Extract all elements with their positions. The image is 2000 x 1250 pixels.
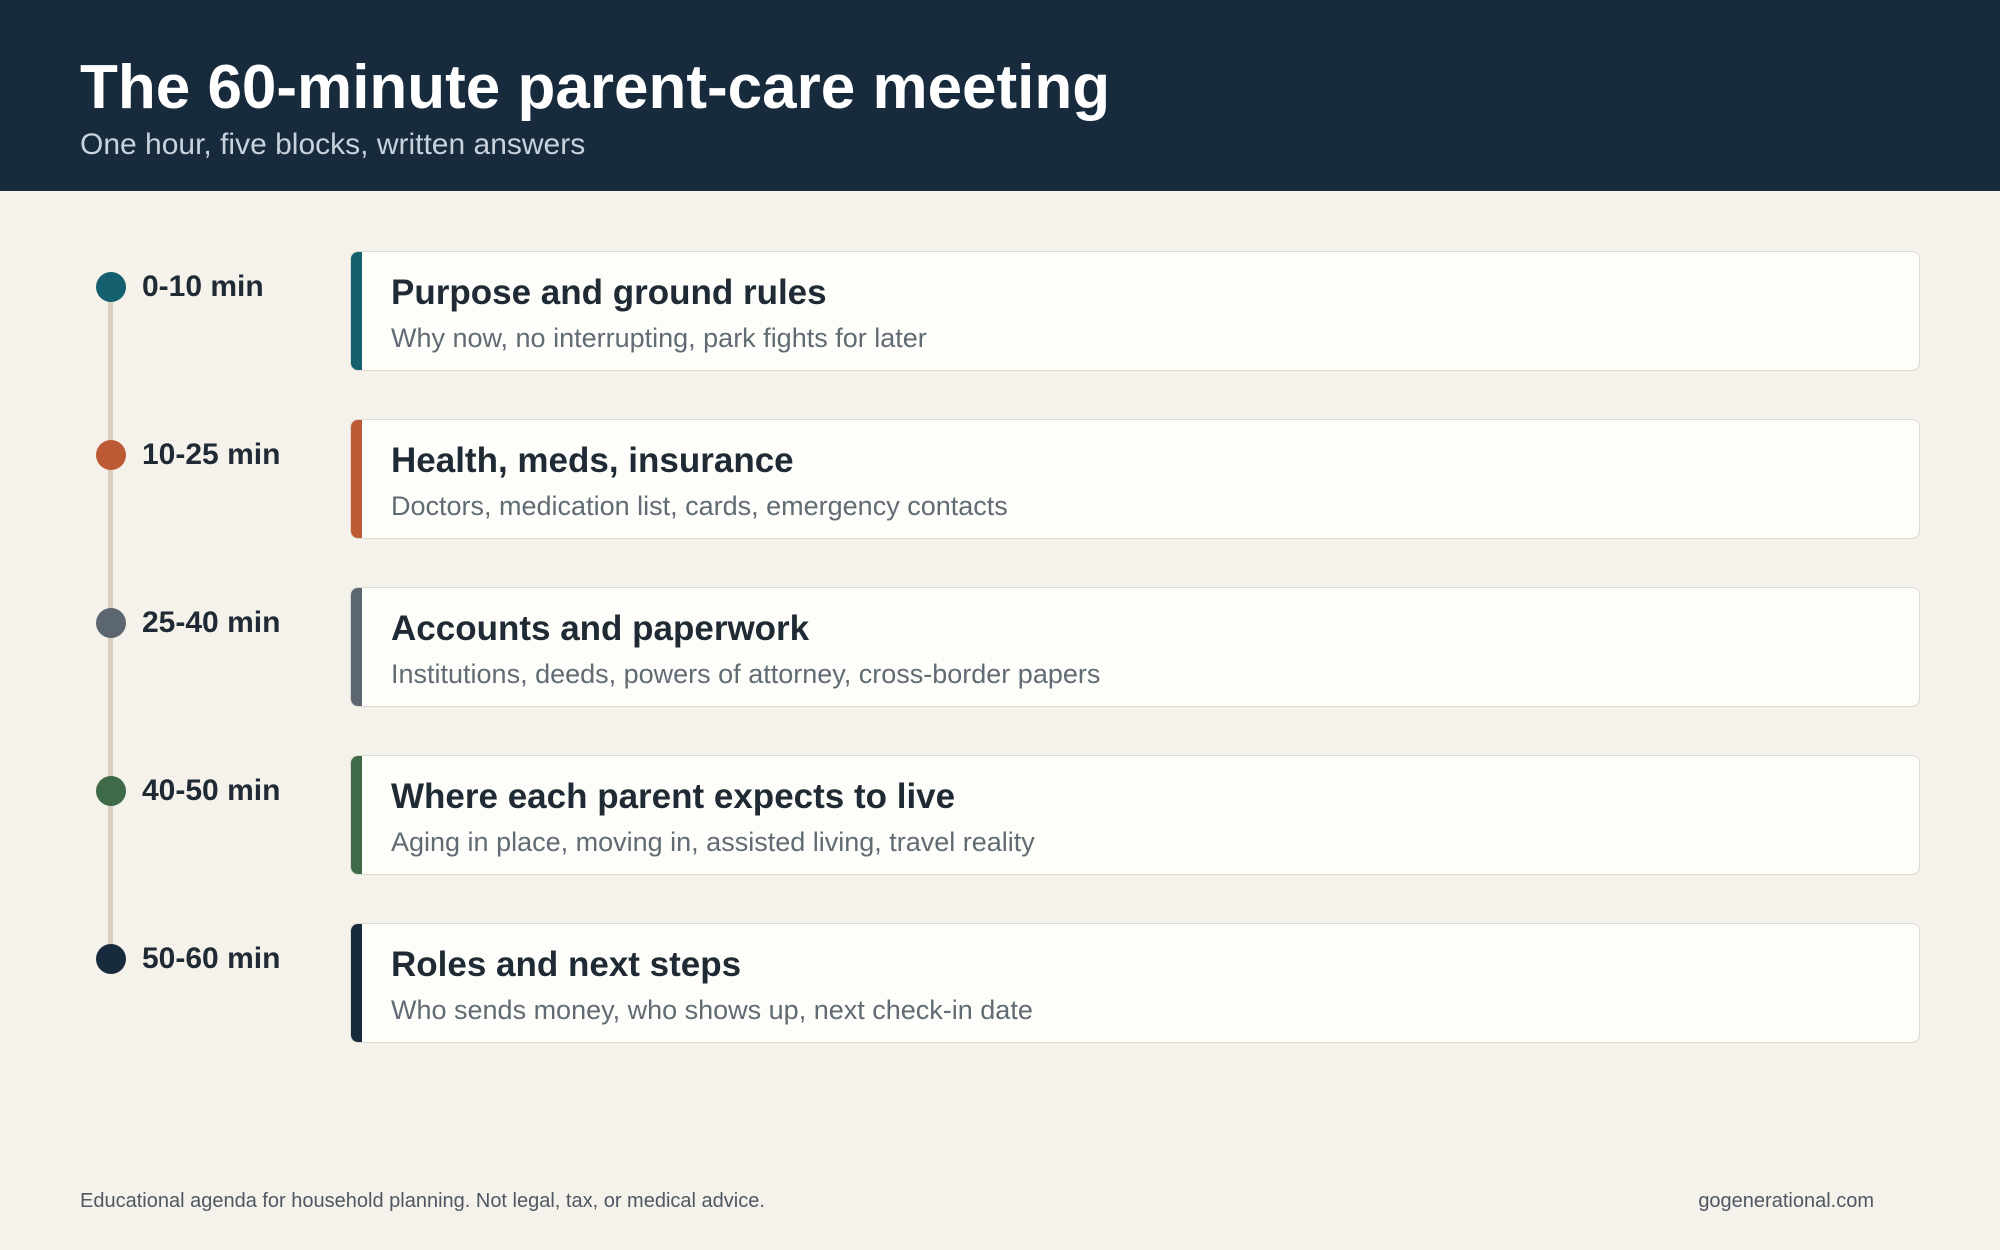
agenda-description: Why now, no interrupting, park fights for later — [391, 323, 927, 353]
agenda-title: Accounts and paperwork — [391, 609, 810, 648]
agenda-description: Doctors, medication list, cards, emergency contacts — [391, 491, 1008, 521]
timeline-dot — [96, 440, 126, 470]
card-accent-bar — [351, 924, 362, 1042]
agenda-card — [350, 755, 1920, 875]
agenda-card — [350, 587, 1920, 707]
page-subtitle: One hour, five blocks, written answers — [80, 128, 586, 161]
agenda-title: Purpose and ground rules — [391, 273, 827, 312]
footer-disclaimer: Educational agenda for household planning. Not legal, tax, or medical advice. — [80, 1190, 765, 1212]
card-accent-bar — [351, 756, 362, 874]
timeline-dot — [96, 776, 126, 806]
card-accent-bar — [351, 252, 362, 370]
agenda-item-4 — [0, 923, 2000, 1043]
agenda-item-1 — [0, 419, 2000, 539]
timeline-dot — [96, 608, 126, 638]
agenda-time: 40-50 min — [142, 774, 281, 807]
agenda-time: 25-40 min — [142, 606, 281, 639]
agenda-item-0 — [0, 251, 2000, 371]
page-title: The 60-minute parent-care meeting — [80, 53, 1111, 122]
agenda-time: 50-60 min — [142, 942, 281, 975]
agenda-description: Aging in place, moving in, assisted living, travel reality — [391, 827, 1035, 857]
timeline-dot — [96, 272, 126, 302]
card-accent-bar — [351, 588, 362, 706]
agenda-title: Health, meds, insurance — [391, 441, 794, 480]
agenda-item-3 — [0, 755, 2000, 875]
agenda-card — [350, 251, 1920, 371]
agenda-title: Roles and next steps — [391, 945, 742, 984]
agenda-time: 10-25 min — [142, 438, 281, 471]
agenda-description: Who sends money, who shows up, next check-in date — [391, 995, 1033, 1025]
footer-site-link[interactable]: gogenerational.com — [1698, 1190, 1874, 1212]
agenda-item-2 — [0, 587, 2000, 707]
agenda-card — [350, 419, 1920, 539]
agenda-time: 0-10 min — [142, 270, 264, 303]
agenda-title: Where each parent expects to live — [391, 777, 956, 816]
agenda-description: Institutions, deeds, powers of attorney, cross-border papers — [391, 659, 1101, 689]
agenda-card — [350, 923, 1920, 1043]
page-header — [0, 0, 2000, 191]
timeline-dot — [96, 944, 126, 974]
card-accent-bar — [351, 420, 362, 538]
